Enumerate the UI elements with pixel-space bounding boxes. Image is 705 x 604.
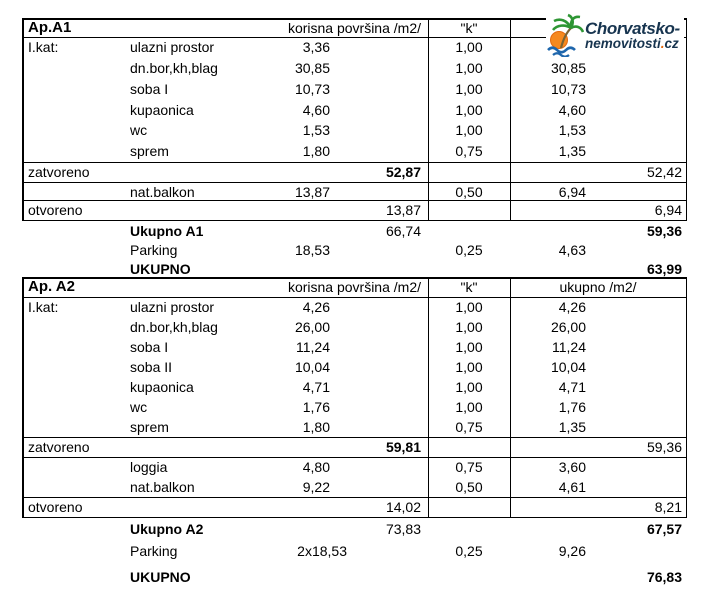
t2-floor-label: I.kat: <box>28 299 59 315</box>
t1-total-row <box>0 259 705 279</box>
t1-row-kupaonica <box>0 100 705 120</box>
t1-row-dnbor <box>0 58 705 78</box>
section-label: zatvoreno <box>28 164 90 180</box>
t2-zatvoreno-row <box>0 437 705 457</box>
subtotal-label: Ukupno A1 <box>130 223 204 239</box>
t2-border-bottom <box>22 517 687 518</box>
t2-row-dnbor <box>0 317 705 337</box>
t1-floor-label: I.kat: <box>28 39 59 55</box>
t2-ukupno-row <box>0 519 705 539</box>
logo-line2-word: nemovitosti <box>585 36 661 51</box>
t1-title: Ap.A1 <box>28 19 72 36</box>
logo-line1: Chorvatsko- <box>585 19 680 38</box>
subtotal-label: Ukupno A2 <box>130 521 204 537</box>
room-k: 0,75 <box>455 459 483 475</box>
t1-otvoreno-row <box>0 200 705 220</box>
t2-row-soba2 <box>0 357 705 377</box>
parking-total: 9,26 <box>558 543 586 559</box>
grand-total-label: UKUPNO <box>130 569 191 585</box>
room-label: wc <box>130 122 148 138</box>
logo-tld: cz <box>664 36 679 51</box>
room-k: 1,00 <box>455 319 483 335</box>
t2-row-soba1 <box>0 337 705 357</box>
room-total: 3,60 <box>558 459 586 475</box>
parking-area: 18,53 <box>294 242 330 258</box>
room-area: 4,60 <box>302 102 330 118</box>
room-label: soba I <box>130 339 169 355</box>
t2-parking-row <box>0 541 705 561</box>
room-total: 10,73 <box>550 81 586 97</box>
room-total: 4,60 <box>558 102 586 118</box>
room-area: 4,80 <box>302 459 330 475</box>
room-area: 13,87 <box>294 184 330 200</box>
room-total: 4,71 <box>558 379 586 395</box>
t1-header-area: korisna površina /m2/ <box>287 20 421 36</box>
room-k: 1,00 <box>455 339 483 355</box>
room-label: kupaonica <box>130 379 194 395</box>
room-area: 1,80 <box>302 143 330 159</box>
t1-parking-row <box>0 240 705 260</box>
room-area: 10,73 <box>294 81 330 97</box>
subtotal-area: 73,83 <box>385 521 421 537</box>
t1-header-k: "k" <box>460 20 478 36</box>
t2-otvoreno-row <box>0 497 705 517</box>
room-k: 0,75 <box>455 143 483 159</box>
t1-row-natbalkon <box>0 182 705 202</box>
room-total: 4,61 <box>558 479 586 495</box>
parking-label: Parking <box>130 543 178 559</box>
t2-row-ulazni-prostor <box>0 297 705 317</box>
room-total: 26,00 <box>550 319 586 335</box>
t2-row-sprem <box>0 417 705 437</box>
t1-row-sprem <box>0 141 705 161</box>
room-label: sprem <box>130 143 169 159</box>
t2-total-row <box>0 567 705 587</box>
room-k: 0,75 <box>455 419 483 435</box>
room-total: 1,53 <box>558 122 586 138</box>
parking-area: 2x18,53 <box>297 543 347 559</box>
parking-label: Parking <box>130 242 178 258</box>
room-total: 30,85 <box>550 60 586 76</box>
logo-text <box>585 19 680 51</box>
t1-row-wc <box>0 120 705 140</box>
room-area: 30,85 <box>294 60 330 76</box>
room-total: 10,04 <box>550 359 586 375</box>
room-label: ulazni prostor <box>130 39 215 55</box>
t2-header-area: korisna površina /m2/ <box>287 279 421 295</box>
section-total: 8,21 <box>654 499 682 515</box>
room-total: 6,94 <box>558 184 586 200</box>
room-area: 1,76 <box>302 399 330 415</box>
room-k: 0,50 <box>455 184 483 200</box>
t2-header-total: ukupno /m2/ <box>559 279 637 295</box>
t1-ukupno-row <box>0 221 705 241</box>
logo-dot: . <box>660 36 665 51</box>
room-label: soba II <box>130 359 173 375</box>
section-area: 52,87 <box>385 164 421 180</box>
palm-tree-sun-icon <box>546 13 584 57</box>
subtotal-total: 67,57 <box>646 521 682 537</box>
logo-line2 <box>585 37 680 51</box>
section-label: otvoreno <box>28 499 83 515</box>
t2-row-wc <box>0 397 705 417</box>
room-area: 3,36 <box>302 39 330 55</box>
room-k: 1,00 <box>455 102 483 118</box>
room-label: kupaonica <box>130 102 194 118</box>
room-label: nat.balkon <box>130 479 195 495</box>
section-total: 52,42 <box>646 164 682 180</box>
room-area: 9,22 <box>302 479 330 495</box>
t2-header-row <box>0 277 705 297</box>
room-k: 1,00 <box>455 122 483 138</box>
grand-total-value: 76,83 <box>646 569 682 585</box>
t2-header-k: "k" <box>460 279 478 295</box>
room-total: 1,76 <box>558 399 586 415</box>
room-label: nat.balkon <box>130 184 195 200</box>
room-total: 4,26 <box>558 299 586 315</box>
parking-k: 0,25 <box>455 543 483 559</box>
subtotal-area: 66,74 <box>385 223 421 239</box>
section-label: zatvoreno <box>28 439 90 455</box>
subtotal-total: 59,36 <box>646 223 682 239</box>
room-k: 1,00 <box>455 81 483 97</box>
room-label: sprem <box>130 419 169 435</box>
room-k: 1,00 <box>455 399 483 415</box>
room-k: 1,00 <box>455 39 483 55</box>
room-total: 11,24 <box>552 339 586 355</box>
room-k: 1,00 <box>455 359 483 375</box>
room-area: 1,80 <box>302 419 330 435</box>
section-total: 6,94 <box>654 202 682 218</box>
section-label: otvoreno <box>28 202 83 218</box>
room-area: 4,71 <box>302 379 330 395</box>
room-area: 10,04 <box>294 359 330 375</box>
room-label: soba I <box>130 81 169 97</box>
room-area: 26,00 <box>294 319 330 335</box>
grand-total-value: 63,99 <box>646 261 682 277</box>
room-label: dn.bor,kh,blag <box>130 319 218 335</box>
room-k: 1,00 <box>455 60 483 76</box>
t2-row-loggia <box>0 457 705 477</box>
room-total: 1,35 <box>558 143 586 159</box>
room-area: 11,24 <box>296 339 330 355</box>
t1-row-soba1 <box>0 79 705 99</box>
room-label: ulazni prostor <box>130 299 215 315</box>
room-total: 1,35 <box>558 419 586 435</box>
section-total: 59,36 <box>646 439 682 455</box>
logo-chorvatsko-nemovitosti <box>546 12 684 58</box>
room-area: 4,26 <box>302 299 330 315</box>
room-label: dn.bor,kh,blag <box>130 60 218 76</box>
t2-row-kupaonica <box>0 377 705 397</box>
section-area: 13,87 <box>385 202 421 218</box>
room-k: 0,50 <box>455 479 483 495</box>
room-area: 1,53 <box>302 122 330 138</box>
t2-title: Ap. A2 <box>28 278 75 295</box>
parking-total: 4,63 <box>558 242 586 258</box>
room-label: wc <box>130 399 148 415</box>
parking-k: 0,25 <box>455 242 483 258</box>
section-area: 14,02 <box>385 499 421 515</box>
room-k: 1,00 <box>455 379 483 395</box>
room-k: 1,00 <box>455 299 483 315</box>
t2-row-natbalkon <box>0 477 705 497</box>
t1-zatvoreno-row <box>0 162 705 182</box>
section-area: 59,81 <box>385 439 421 455</box>
grand-total-label: UKUPNO <box>130 261 191 277</box>
room-label: loggia <box>130 459 168 475</box>
